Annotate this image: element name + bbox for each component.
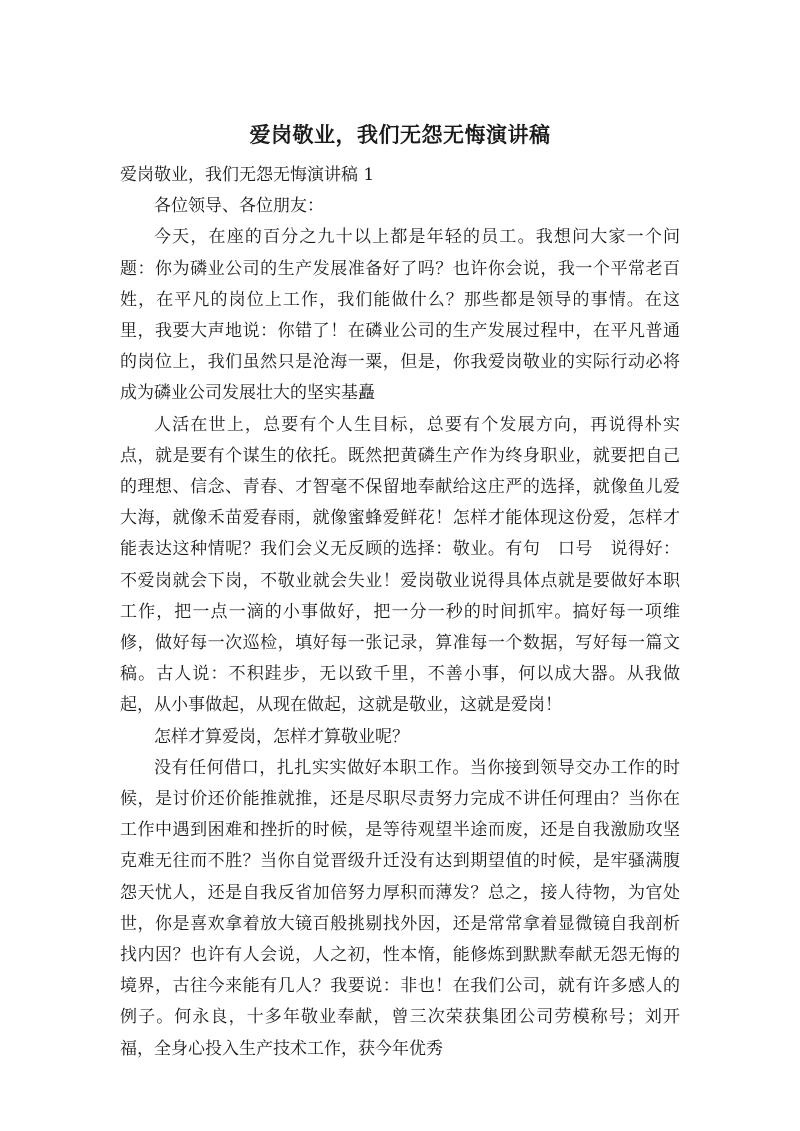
document-title: 爱岗敬业，我们无怨无悔演讲稿 [249,123,551,147]
body-paragraph: 人活在世上，总要有个人生目标，总要有个发展方向，再说得朴实点，就是要有个谋生的依托。既然把黄磷生产作为终身职业，就要把自己的理想、信念、青春、才智毫不保留地奉献给这庄严的选择，就像鱼儿爱大海，就像禾苗爱春雨，就像蜜蜂爱鲜花！怎样才能体现这份爱，怎样才能表达这种情呢？我们会义无反顾的选择：敬业。有句 口号 说得好：不爱岗就会下岗，不敬业就会失业！爱岗敬业说得具体点就是要做好本职工作，把一点一滴的小事做好，把一分一秒的时间抓牢。搞好每一项维修，做好每一次巡检，填好每一张记录，算准每一个数据，写好每一篇文稿。古人说：不积跬步，无以致千里，不善小事，何以成大器。从我做起，从小事做起，从现在做起，这就是敬业，这就是爱岗！ [120,414,680,716]
question-paragraph: 怎样才算爱岗，怎样才算敬业呢？ [154,726,409,747]
document-body [120,160,680,1065]
salutation-paragraph: 各位领导、各位朋友： [154,196,324,217]
speech-subheading: 爱岗敬业，我们无怨无悔演讲稿 1 [120,165,375,185]
body-paragraph: 今天，在座的百分之九十以上都是年轻的员工。我想问大家一个问题：你为磷业公司的生产发展准备好了吗？也许你会说，我一个平常老百姓，在平凡的岗位上工作，我们能做什么？那些都是领导的事情。在这里，我要大声地说：你错了！在磷业公司的生产发展过程中，在平凡普通的岗位上，我们虽然只是沧海一粟，但是，你我爱岗敬业的实际行动必将成为磷业公司发展壮大的坚实基矗 [120,227,680,404]
body-paragraph: 没有任何借口，扎扎实实做好本职工作。当你接到领导交办工作的时候，是讨价还价能推就推，还是尽职尽责努力完成不讲任何理由？当你在工作中遇到困难和挫折的时候，是等待观望半途而废，还是自我激励攻坚克难无往而不胜？当你自觉晋级升迁没有达到期望值的时候，是牢骚满腹怨天忧人，还是自我反省加倍努力厚积而薄发？总之，接人待物，为官处世，你是喜欢拿着放大镜百般挑剔找外因，还是常常拿着显微镜自我剖析找内因？也许有人会说，人之初，性本惰，能修炼到默默奉献无怨无悔的境界，古往今来能有几人？我要说：非也！在我们公司，就有许多感人的例子。何永良，十多年敬业奉献，曾三次荣获集团公司劳模称号；刘开福，全身心投入生产技术工作，获今年优秀 [120,757,680,1059]
